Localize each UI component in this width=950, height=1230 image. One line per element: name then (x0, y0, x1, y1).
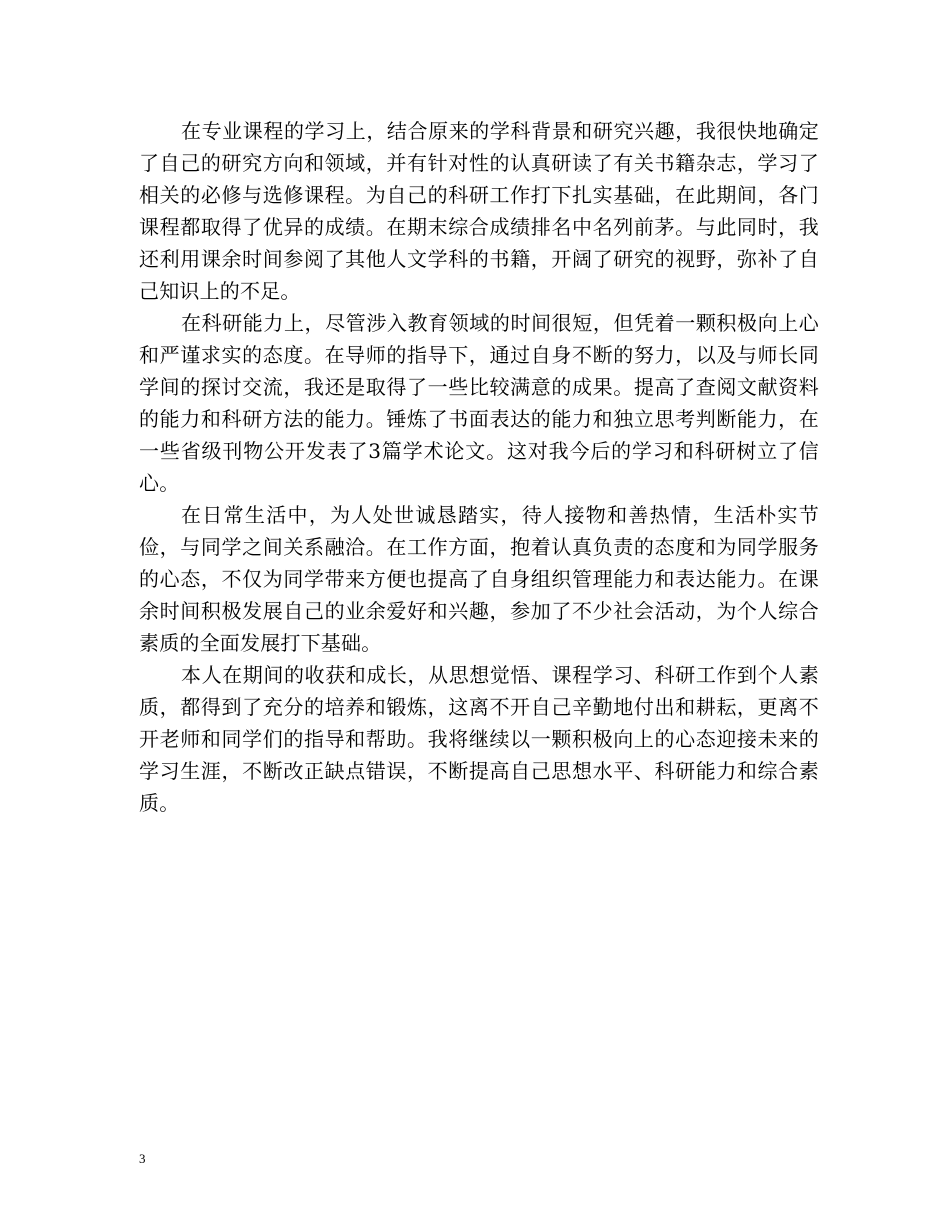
document-body (139, 115, 819, 819)
paragraph-summary: 本人在期间的收获和成长，从思想觉悟、课程学习、科研工作到个人素质，都得到了充分的培养和锻炼，这离不开自己辛勤地付出和耕耘，更离不开老师和同学们的指导和帮助。我将继续以一颗积极向上的心态迎接未来的学习生涯，不断改正缺点错误，不断提高自己思想水平、科研能力和综合素质。 (139, 663, 819, 815)
paragraph-daily-life: 在日常生活中，为人处世诚恳踏实，待人接物和善热情，生活朴实节俭，与同学之间关系融洽。在工作方面，抱着认真负责的态度和为同学服务的心态，不仅为同学带来方便也提高了自身组织管理能力和表达能力。在课余时间积极发展自己的业余爱好和兴趣，参加了不少社会活动，为个人综合素质的全面发展打下基础。 (139, 503, 819, 655)
paragraph-study: 在专业课程的学习上，结合原来的学科背景和研究兴趣，我很快地确定了自己的研究方向和领域，并有针对性的认真研读了有关书籍杂志，学习了相关的必修与选修课程。为自己的科研工作打下扎实基础，在此期间，各门课程都取得了优异的成绩。在期末综合成绩排名中名列前茅。与此同时，我还利用课余时间参阅了其他人文学科的书籍，开阔了研究的视野，弥补了自己知识上的不足。 (139, 119, 819, 303)
paragraph-research: 在科研能力上，尽管涉入教育领域的时间很短，但凭着一颗积极向上心和严谨求实的态度。在导师的指导下，通过自身不断的努力，以及与师长同学间的探讨交流，我还是取得了一些比较满意的成果。提高了查阅文献资料的能力和科研方法的能力。锤炼了书面表达的能力和独立思考判断能力，在一些省级刊物公开发表了3篇学术论文。这对我今后的学习和科研树立了信心。 (139, 311, 819, 495)
page-number: 3 (139, 1151, 146, 1166)
